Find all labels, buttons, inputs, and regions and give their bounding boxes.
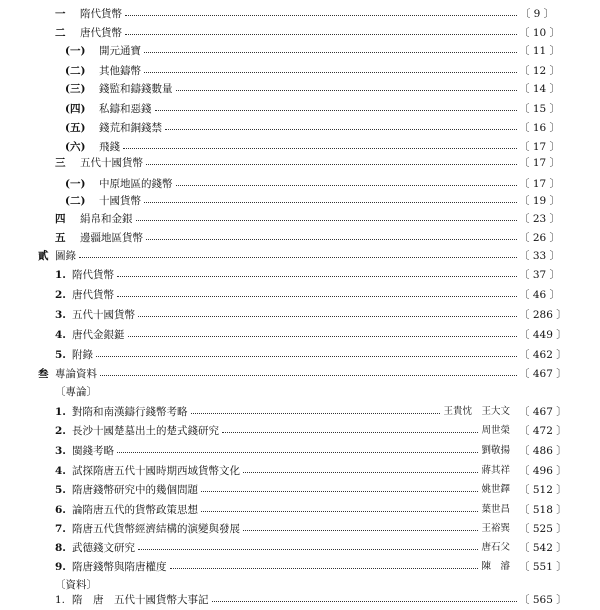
entry-page-number: 〔 14 〕 [519,83,561,95]
entry-title: 論隋唐五代的貨幣政策思想 [72,504,198,516]
toc-entry[interactable] [0,79,600,99]
entry-marker: 4. [55,465,66,477]
entry-title: 〔專論〕 [55,386,97,398]
entry-page-number: 〔 512 〕 [519,484,567,496]
dot-leader [138,316,517,317]
dot-leader [117,276,517,277]
entry-page-number: 〔 565 〕 [519,594,567,606]
entry-page-number: 〔 17 〕 [519,157,561,169]
toc-entry[interactable] [0,4,600,24]
entry-author: 葉世昌 [481,504,510,515]
entry-page-number: 〔 496 〕 [519,465,567,477]
entry-marker: 1. [55,269,66,281]
dot-leader [123,148,517,149]
entry-page-number: 〔 10 〕 [519,27,561,39]
entry-title: 唐代貨幣 [72,289,114,301]
entry-page-number: 〔 11 〕 [519,45,561,57]
dot-leader [117,452,478,453]
dot-leader [176,90,518,91]
entry-title: 私鑄和惡錢 [99,103,152,115]
dot-leader [125,34,517,35]
entry-marker: 2. [55,425,66,437]
entry-marker: 叁 [38,368,49,380]
toc-entry[interactable] [0,118,600,138]
toc-entry[interactable] [0,23,600,43]
entry-marker: 貳 [38,250,49,262]
entry-title: 隋唐錢幣研究中的幾個問題 [72,484,198,496]
entry-title: 其他鑄幣 [99,65,141,77]
entry-title: 隋代貨幣 [80,8,122,20]
entry-marker: (三) [65,83,86,95]
toc-entry[interactable] [0,480,600,500]
entry-marker: 6. [55,504,66,516]
entry-title: 圖錄 [55,250,76,262]
entry-title: 錢監和鑄錢數量 [99,83,173,95]
entry-title: 對隋和南漢鑄行錢幣考略 [72,406,188,418]
dot-leader [176,185,518,186]
entry-title: 飛錢 [99,141,120,153]
entry-marker: (六) [65,141,86,153]
entry-title: 武德錢文研究 [72,542,135,554]
entry-author: 蔣其祥 [481,465,510,476]
toc-entry[interactable] [0,557,600,577]
toc-entry[interactable] [0,325,600,345]
dot-leader [128,336,518,337]
toc-entry[interactable] [0,345,600,365]
entry-page-number: 〔 542 〕 [519,542,567,554]
dot-leader [125,15,517,16]
toc-entry[interactable] [0,421,600,441]
entry-author: 陳 濬 [481,561,510,572]
entry-title: 十國貨幣 [99,195,141,207]
entry-title: 專論資料 [55,368,97,380]
entry-marker: 4. [55,329,66,341]
dot-leader [243,472,478,473]
entry-page-number: 〔 37 〕 [519,269,561,281]
dot-leader [170,568,479,569]
entry-title: 中原地區的錢幣 [99,178,173,190]
toc-entry[interactable] [0,402,600,422]
entry-marker: (一) [65,178,86,190]
toc-entry[interactable] [0,228,600,248]
dot-leader [201,511,478,512]
dot-leader [146,164,517,165]
entry-page-number: 〔 449 〕 [519,329,567,341]
entry-marker: 三 [55,157,66,169]
entry-page-number: 〔 19 〕 [519,195,561,207]
dot-leader [144,72,517,73]
entry-title: 〔資料〕 [55,579,97,591]
entry-author: 姚世鐸 [481,484,510,495]
dot-leader [117,296,517,297]
toc-entry[interactable] [0,441,600,461]
entry-page-number: 〔 16 〕 [519,122,561,134]
entry-page-number: 〔 286 〕 [519,309,567,321]
entry-page-number: 〔 17 〕 [519,141,561,153]
entry-title: 錢荒和銅錢禁 [99,122,162,134]
toc-entry[interactable] [0,461,600,481]
toc-entry[interactable] [0,285,600,305]
entry-page-number: 〔 9 〕 [519,8,555,20]
entry-page-number: 〔 518 〕 [519,504,567,516]
entry-title: 隋唐錢幣與隋唐權度 [72,561,167,573]
entry-page-number: 〔 12 〕 [519,65,561,77]
toc-entry[interactable] [0,538,600,558]
toc-entry[interactable] [0,41,600,61]
toc-entry[interactable] [0,246,600,266]
dot-leader [201,491,478,492]
toc-entry[interactable] [0,99,600,119]
dot-leader [155,110,518,111]
entry-marker: 五 [55,232,66,244]
dot-leader [138,549,478,550]
entry-page-number: 〔 467 〕 [519,406,567,418]
entry-author: 王貴忱 王大文 [443,406,510,417]
toc-entry[interactable] [0,265,600,285]
entry-marker: 5. [55,484,66,496]
entry-title: 唐代貨幣 [80,27,122,39]
dot-leader [144,52,517,53]
toc-entry[interactable] [0,61,600,81]
entry-title: 隋 唐 五代十國貨幣大事記 [72,594,209,606]
entry-marker: 四 [55,213,66,225]
entry-title: 長沙十國楚墓出土的楚式錢研究 [72,425,219,437]
entry-page-number: 〔 467 〕 [519,368,567,380]
entry-page-number: 〔 525 〕 [519,523,567,535]
entry-title: 隋唐五代貨幣經濟結構的演變與發展 [72,523,240,535]
entry-page-number: 〔 17 〕 [519,178,561,190]
toc-entry[interactable] [0,500,600,520]
dot-leader [165,129,517,130]
entry-page-number: 〔 462 〕 [519,349,567,361]
toc-entry[interactable] [0,153,600,173]
dot-leader [222,432,478,433]
entry-title: 邊疆地區貨幣 [80,232,143,244]
entry-marker: 1. [55,406,66,418]
entry-marker: (二) [65,195,86,207]
entry-title: 附錄 [72,349,93,361]
toc-entry[interactable] [0,364,600,384]
entry-marker: 1. [55,594,66,606]
entry-page-number: 〔 33 〕 [519,250,561,262]
entry-title: 開元通寶 [99,45,141,57]
dot-leader [191,413,441,414]
entry-page-number: 〔 472 〕 [519,425,567,437]
toc-entry[interactable] [0,191,600,211]
entry-page-number: 〔 26 〕 [519,232,561,244]
entry-marker: 9. [55,561,66,573]
dot-leader [136,220,518,221]
entry-marker: 5. [55,349,66,361]
entry-marker: 3. [55,309,66,321]
entry-page-number: 〔 551 〕 [519,561,567,573]
entry-title: 隋代貨幣 [72,269,114,281]
entry-marker: (四) [65,103,86,115]
entry-marker: (五) [65,122,86,134]
entry-marker: 二 [55,27,66,39]
entry-page-number: 〔 15 〕 [519,103,561,115]
toc-entry[interactable] [0,209,600,229]
dot-leader [144,202,517,203]
entry-title: 五代十國貨幣 [72,309,135,321]
entry-marker: 一 [55,8,66,20]
toc-entry-partial[interactable] [0,590,600,610]
entry-page-number: 〔 46 〕 [519,289,561,301]
entry-title: 閩錢考略 [72,445,114,457]
dot-leader [243,530,478,531]
toc-entry[interactable] [0,519,600,539]
entry-author: 劉敬揚 [481,445,510,456]
entry-title: 五代十國貨幣 [80,157,143,169]
entry-marker: 2. [55,289,66,301]
entry-marker: (二) [65,65,86,77]
entry-title: 絹帛和金銀 [80,213,133,225]
dot-leader [79,257,517,258]
entry-author: 周世榮 [481,425,510,436]
dot-leader [100,375,517,376]
dot-leader [146,239,517,240]
entry-author: 唐石父 [481,542,510,553]
entry-marker: 7. [55,523,66,535]
entry-author: 王裕巽 [481,523,510,534]
dot-leader [96,356,517,357]
dot-leader [212,601,518,602]
entry-marker: (一) [65,45,86,57]
entry-title: 唐代金銀鋌 [72,329,125,341]
entry-marker: 3. [55,445,66,457]
toc-entry[interactable] [0,382,600,402]
toc-entry[interactable] [0,305,600,325]
entry-marker: 8. [55,542,66,554]
entry-page-number: 〔 486 〕 [519,445,567,457]
entry-page-number: 〔 23 〕 [519,213,561,225]
entry-title: 試探隋唐五代十國時期西域貨幣文化 [72,465,240,477]
